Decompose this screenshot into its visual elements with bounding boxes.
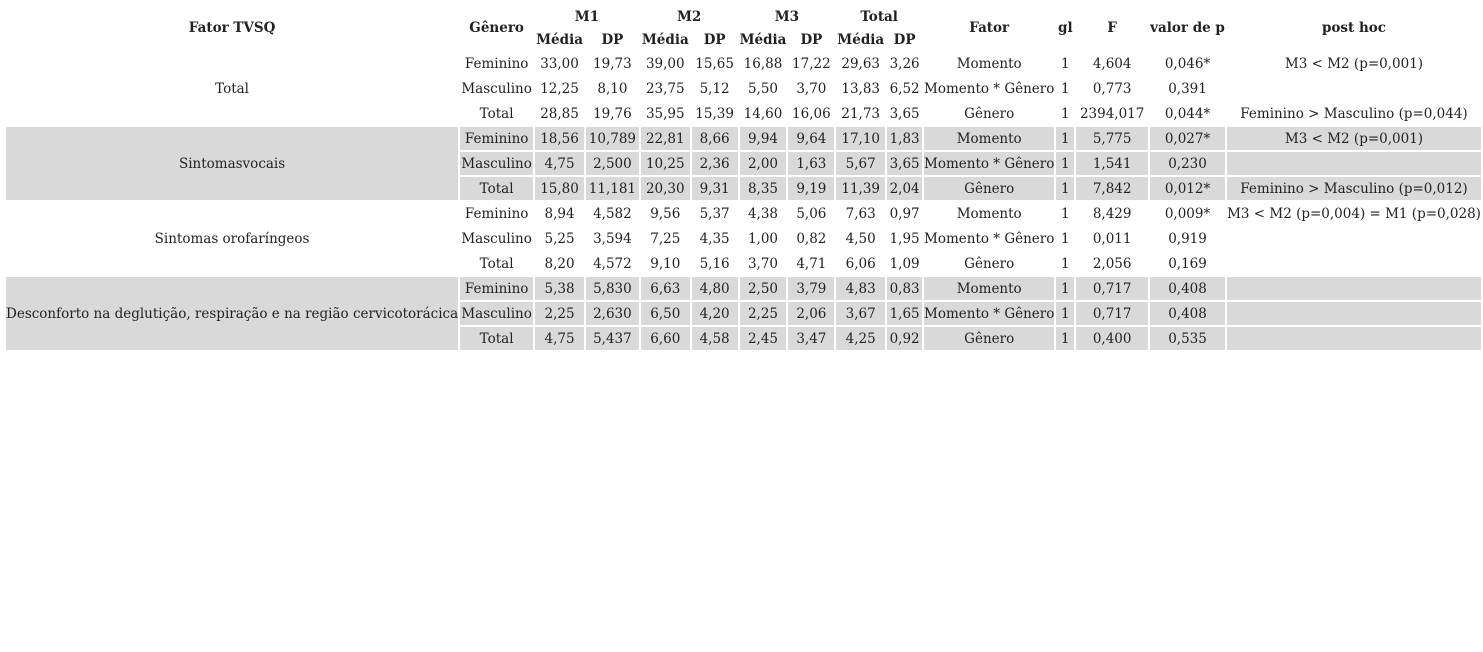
cell-m3-media: 5,50 [747, 80, 779, 97]
cell-genero: Masculino [461, 80, 532, 97]
header-fator: Fator [969, 20, 1010, 36]
cell-genero: Feminino [460, 277, 533, 300]
cell-fator: Momento [956, 55, 1022, 72]
header-total: Total [860, 8, 898, 25]
cell-m1-dp: 3,594 [593, 230, 632, 247]
cell-m1-media: 2,25 [535, 302, 584, 325]
cell-p: 0,009* [1164, 205, 1211, 222]
header-valor-p: valor de p [1150, 20, 1225, 36]
cell-m3-dp: 3,47 [788, 327, 834, 350]
cell-f: 7,842 [1076, 177, 1148, 200]
cell-gl: 1 [1056, 152, 1074, 175]
header-m2-dp: DP [703, 31, 726, 48]
cell-fator: Momento * Gênero [924, 152, 1054, 175]
cell-m1-media: 4,75 [535, 327, 584, 350]
cell-m1-dp: 4,582 [593, 205, 632, 222]
cell-f: 0,773 [1092, 80, 1132, 97]
cell-genero: Total [460, 327, 533, 350]
table-row [6, 277, 1481, 300]
cell-post-hoc [1227, 252, 1481, 275]
table-row [6, 52, 1481, 75]
cell-gl: 1 [1061, 105, 1070, 122]
cell-gl: 1 [1061, 255, 1070, 272]
cell-total-dp: 0,83 [887, 277, 922, 300]
cell-m2-dp: 4,58 [692, 327, 738, 350]
cell-m2-dp: 5,37 [699, 205, 730, 222]
cell-m1-media: 12,25 [540, 80, 579, 97]
cell-post-hoc: M3 < M2 (p=0,004) = M1 (p=0,028) [1227, 205, 1481, 222]
cell-m2-media: 6,63 [641, 277, 690, 300]
cell-m3-media: 4,38 [747, 205, 779, 222]
table-row [6, 202, 1481, 225]
cell-m2-dp: 15,39 [695, 105, 734, 122]
header-total-dp: DP [893, 31, 916, 48]
cell-m3-media: 2,25 [740, 302, 787, 325]
cell-total-media: 13,83 [841, 80, 881, 97]
cell-m3-dp: 2,06 [788, 302, 834, 325]
cell-m3-dp: 4,71 [796, 255, 827, 272]
cell-m1-media: 8,20 [544, 255, 575, 272]
cell-p: 0,046* [1164, 55, 1211, 72]
cell-total-media: 6,06 [845, 255, 876, 272]
cell-m3-dp: 3,70 [796, 80, 827, 97]
cell-total-dp: 3,65 [889, 105, 920, 122]
cell-m1-dp: 10,789 [586, 127, 639, 150]
cell-m2-dp: 2,36 [692, 152, 738, 175]
cell-post-hoc [1227, 152, 1481, 175]
header-m2-media: Média [641, 31, 689, 48]
header-m3: M3 [774, 8, 800, 25]
cell-m1-media: 28,85 [540, 105, 579, 122]
cell-p: 0,919 [1168, 230, 1207, 247]
cell-f: 5,775 [1076, 127, 1148, 150]
cell-m3-media: 16,88 [743, 55, 783, 72]
cell-m3-media: 1,00 [747, 230, 779, 247]
cell-p: 0,230 [1150, 152, 1225, 175]
cell-m2-media: 6,50 [641, 302, 690, 325]
cell-f: 2394,017 [1079, 105, 1145, 122]
cell-genero: Masculino [461, 230, 532, 247]
cell-fator: Momento * Gênero [924, 302, 1054, 325]
factor-name: Sintomas orofaríngeos [154, 230, 310, 247]
cell-f: 2,056 [1092, 255, 1132, 272]
header-row-1 [6, 6, 1481, 27]
cell-genero: Masculino [460, 302, 533, 325]
cell-m1-media: 4,75 [535, 152, 584, 175]
cell-m1-dp: 4,572 [593, 255, 632, 272]
cell-m3-media: 9,94 [740, 127, 787, 150]
cell-fator: Momento * Gênero [924, 230, 1055, 247]
cell-total-media: 7,63 [845, 205, 876, 222]
cell-m2-media: 9,56 [650, 205, 681, 222]
table-row [6, 127, 1481, 150]
cell-m3-media: 2,00 [740, 152, 787, 175]
cell-p: 0,391 [1168, 80, 1207, 97]
cell-m2-dp: 5,12 [699, 80, 730, 97]
cell-gl: 1 [1061, 55, 1070, 72]
cell-m2-dp: 4,35 [699, 230, 730, 247]
cell-p: 0,535 [1150, 327, 1225, 350]
cell-genero: Feminino [464, 205, 529, 222]
cell-genero: Total [460, 177, 533, 200]
cell-m1-dp: 5,830 [586, 277, 639, 300]
cell-m3-dp: 9,64 [788, 127, 834, 150]
header-m1-dp: DP [601, 31, 624, 48]
cell-f: 0,717 [1076, 302, 1148, 325]
cell-m2-media: 7,25 [650, 230, 681, 247]
cell-genero: Feminino [460, 127, 533, 150]
cell-post-hoc [1227, 277, 1481, 300]
cell-m2-media: 6,60 [641, 327, 690, 350]
cell-fator: Momento [924, 277, 1054, 300]
cell-fator: Momento * Gênero [924, 80, 1055, 97]
cell-m3-dp: 16,06 [792, 105, 831, 122]
header-gl: gl [1058, 20, 1073, 36]
cell-total-dp: 3,26 [889, 55, 920, 72]
cell-m2-media: 10,25 [641, 152, 690, 175]
cell-f: 8,429 [1092, 205, 1132, 222]
cell-p: 0,169 [1168, 255, 1207, 272]
cell-m2-media: 22,81 [641, 127, 690, 150]
cell-m3-media: 8,35 [740, 177, 787, 200]
cell-total-media: 4,50 [845, 230, 876, 247]
cell-post-hoc [1227, 327, 1481, 350]
cell-m3-media: 14,60 [743, 105, 783, 122]
cell-gl: 1 [1061, 230, 1070, 247]
cell-fator: Gênero [964, 255, 1015, 272]
cell-m1-dp: 5,437 [586, 327, 639, 350]
header-m1-media: Média [536, 31, 583, 48]
cell-m3-media: 2,45 [740, 327, 787, 350]
header-m3-dp: DP [800, 31, 823, 48]
cell-f: 0,400 [1076, 327, 1148, 350]
table-body [6, 52, 1481, 350]
cell-p: 0,012* [1150, 177, 1225, 200]
header-f: F [1107, 20, 1117, 36]
factor-name: Desconforto na deglutição, respiração e na região cervicotorácica [6, 277, 458, 350]
cell-m2-dp: 9,31 [692, 177, 738, 200]
cell-total-dp: 3,65 [887, 152, 922, 175]
cell-genero: Total [479, 255, 514, 272]
cell-m3-media: 2,50 [740, 277, 787, 300]
cell-total-media: 5,67 [836, 152, 885, 175]
cell-fator: Gênero [924, 327, 1054, 350]
cell-gl: 1 [1056, 177, 1074, 200]
cell-post-hoc [1227, 77, 1481, 100]
cell-m3-dp: 5,06 [796, 205, 827, 222]
cell-f: 1,541 [1076, 152, 1148, 175]
cell-m2-dp: 4,20 [692, 302, 738, 325]
cell-f: 4,604 [1092, 55, 1132, 72]
cell-m1-media: 18,56 [535, 127, 584, 150]
header-genero: Gênero [469, 20, 524, 36]
cell-genero: Feminino [464, 55, 529, 72]
cell-post-hoc [1227, 302, 1481, 325]
cell-m1-media: 8,94 [544, 205, 575, 222]
header-fator-tvsq: Fator TVSQ [188, 20, 276, 36]
cell-total-dp: 6,52 [889, 80, 920, 97]
cell-fator: Momento [924, 127, 1054, 150]
cell-gl: 1 [1056, 277, 1074, 300]
cell-f: 0,717 [1076, 277, 1148, 300]
cell-m1-dp: 2,630 [586, 302, 639, 325]
cell-post-hoc: Feminino > Masculino (p=0,012) [1227, 177, 1481, 200]
cell-total-dp: 0,97 [889, 205, 920, 222]
cell-post-hoc [1227, 227, 1481, 250]
results-table [4, 4, 1483, 352]
header-m1: M1 [574, 8, 600, 25]
cell-total-dp: 1,95 [889, 230, 920, 247]
cell-m1-media: 15,80 [535, 177, 584, 200]
header-total-media: Média [837, 31, 885, 48]
cell-total-dp: 1,65 [887, 302, 922, 325]
header-post-hoc: post hoc [1321, 20, 1387, 36]
cell-m2-dp: 15,65 [695, 55, 734, 72]
cell-total-dp: 0,92 [887, 327, 922, 350]
header-m3-media: Média [739, 31, 787, 48]
cell-m2-dp: 5,16 [699, 255, 730, 272]
cell-post-hoc: Feminino > Masculino (p=0,044) [1240, 105, 1468, 122]
cell-m1-dp: 19,73 [593, 55, 632, 72]
cell-p: 0,044* [1164, 105, 1211, 122]
cell-m1-media: 33,00 [540, 55, 579, 72]
cell-total-media: 21,73 [841, 105, 881, 122]
cell-gl: 1 [1056, 302, 1074, 325]
cell-total-dp: 1,09 [889, 255, 920, 272]
cell-total-dp: 2,04 [887, 177, 922, 200]
cell-post-hoc: M3 < M2 (p=0,001) [1284, 55, 1424, 72]
factor-name: Total [215, 80, 250, 97]
cell-m2-media: 20,30 [641, 177, 690, 200]
cell-genero: Total [479, 105, 514, 122]
factor-name: Sintomasvocais [6, 127, 458, 200]
cell-m3-media: 3,70 [747, 255, 779, 272]
cell-total-media: 4,25 [836, 327, 885, 350]
header-m2: M2 [676, 8, 702, 25]
cell-f: 0,011 [1092, 230, 1132, 247]
cell-m2-media: 9,10 [650, 255, 681, 272]
cell-m1-dp: 2,500 [586, 152, 639, 175]
cell-m3-dp: 1,63 [788, 152, 834, 175]
cell-m1-dp: 19,76 [593, 105, 632, 122]
cell-m2-media: 35,95 [645, 105, 685, 122]
cell-gl: 1 [1056, 127, 1074, 150]
cell-fator: Gênero [924, 177, 1054, 200]
cell-total-media: 11,39 [836, 177, 885, 200]
cell-fator: Momento [956, 205, 1022, 222]
cell-total-media: 4,83 [836, 277, 885, 300]
cell-m2-media: 23,75 [645, 80, 685, 97]
cell-m3-dp: 0,82 [796, 230, 827, 247]
cell-gl: 1 [1061, 80, 1070, 97]
cell-genero: Masculino [460, 152, 533, 175]
cell-m1-media: 5,38 [535, 277, 584, 300]
cell-total-media: 17,10 [836, 127, 885, 150]
cell-m1-media: 5,25 [544, 230, 575, 247]
cell-m1-dp: 8,10 [597, 80, 628, 97]
cell-m1-dp: 11,181 [586, 177, 639, 200]
cell-p: 0,027* [1150, 127, 1225, 150]
cell-m3-dp: 3,79 [788, 277, 834, 300]
cell-p: 0,408 [1150, 302, 1225, 325]
cell-post-hoc: M3 < M2 (p=0,001) [1227, 127, 1481, 150]
cell-m2-dp: 4,80 [692, 277, 738, 300]
cell-total-media: 29,63 [841, 55, 881, 72]
cell-total-media: 3,67 [836, 302, 885, 325]
cell-m2-dp: 8,66 [692, 127, 738, 150]
cell-gl: 1 [1061, 205, 1070, 222]
cell-m3-dp: 17,22 [792, 55, 831, 72]
cell-m3-dp: 9,19 [788, 177, 834, 200]
cell-total-dp: 1,83 [887, 127, 922, 150]
cell-fator: Gênero [964, 105, 1015, 122]
cell-p: 0,408 [1150, 277, 1225, 300]
cell-m2-media: 39,00 [645, 55, 685, 72]
cell-gl: 1 [1056, 327, 1074, 350]
